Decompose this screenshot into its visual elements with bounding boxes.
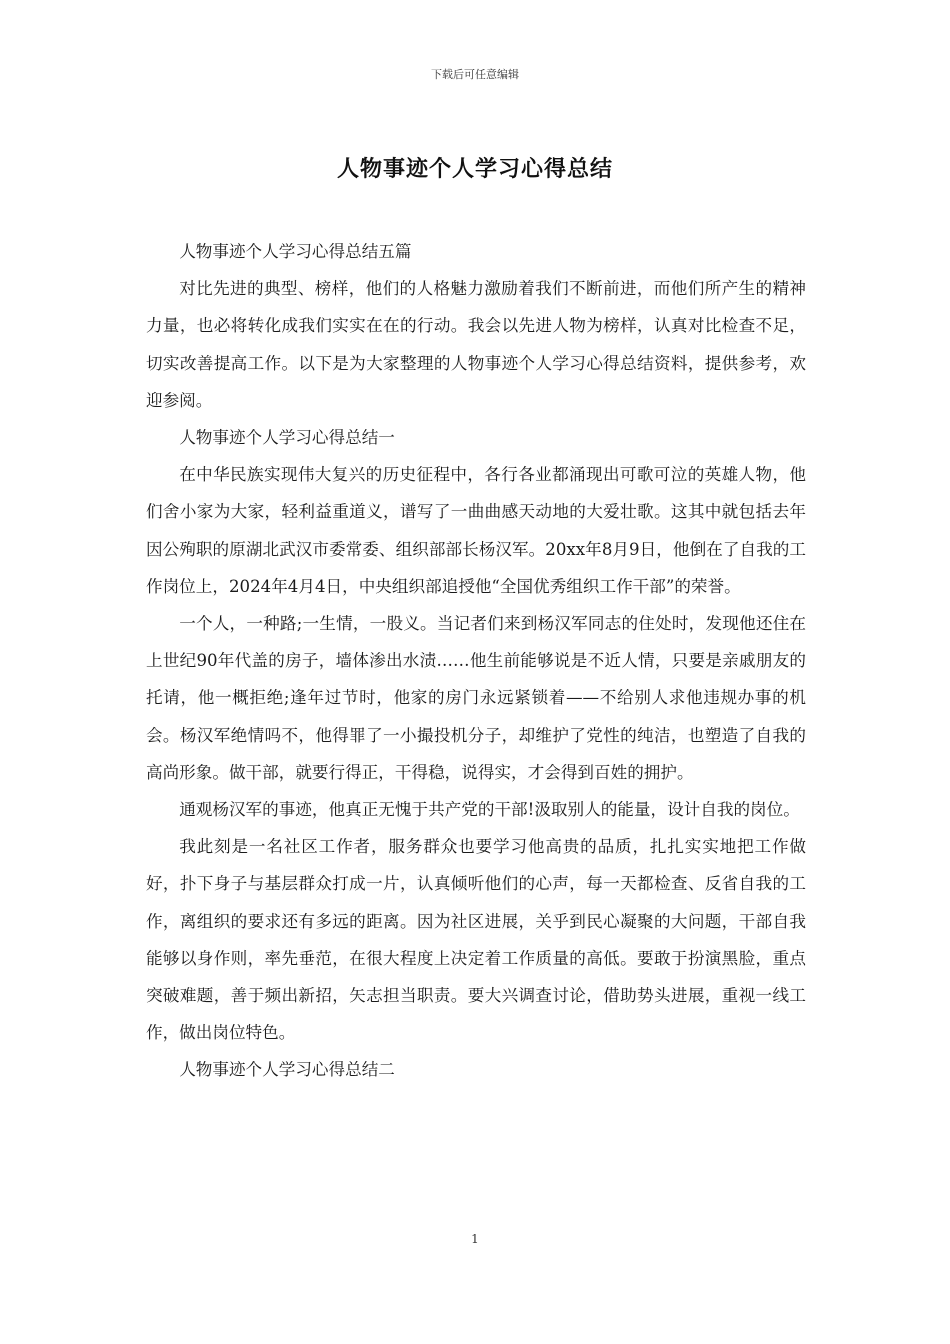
paragraph: 在中华民族实现伟大复兴的历史征程中，各行各业都涌现出可歌可泣的英雄人物，他们舍小家为大家，轻利益重道义，谱写了一曲曲感天动地的大爱壮歌。这其中就包括去年因公殉职的原湖北武汉市委常委、组织部部长杨汉军。20xx年8月9日，他倒在了自我的工作岗位上，2024年4月4日，中央组织部追授他“全国优秀组织工作干部”的荣誉。 [146, 465, 806, 596]
paragraph: 我此刻是一名社区工作者，服务群众也要学习他高贵的品质，扎扎实实地把工作做好，扑下身子与基层群众打成一片，认真倾听他们的心声，每一天都检查、反省自我的工作，离组织的要求还有多远的距离。因为社区进展，关乎到民心凝聚的大问题，干部自我能够以身作则，率先垂范，在很大程度上决定着工作质量的高低。要敢于扮演黑脸，重点突破难题，善于频出新招，矢志担当职责。要大兴调查讨论，借助势头进展，重视一线工作，做出岗位特色。 [146, 837, 806, 1043]
section-heading: 人物事迹个人学习心得总结五篇 [179, 242, 412, 261]
page-number: 1 [471, 1232, 479, 1246]
paragraph: 通观杨汉军的事迹，他真正无愧于共产党的干部!汲取别人的能量，设计自我的岗位。 [179, 800, 800, 820]
document-body [146, 233, 806, 1089]
paragraph: 对比先进的典型、榜样，他们的人格魅力激励着我们不断前进，而他们所产生的精神力量，也必将转化成我们实实在在的行动。我会以先进人物为榜样，认真对比检查不足，切实改善提高工作。以下是为大家整理的人物事迹个人学习心得总结资料，提供参考，欢迎参阅。 [146, 279, 806, 410]
section-heading: 人物事迹个人学习心得总结二 [179, 1060, 395, 1080]
paragraph: 一个人，一种路;一生情，一股义。当记者们来到杨汉军同志的住处时，发现他还住在上世纪90年代盖的房子，墙体渗出水渍……他生前能够说是不近人情，只要是亲戚朋友的托请，他一概拒绝;逢年过节时，他家的房门永远紧锁着——不给别人求他违规办事的机会。杨汉军绝情吗不，他得罪了一小撮投机分子，却维护了党性的纯洁，也塑造了自我的高尚形象。做干部，就要行得正，干得稳，说得实，才会得到百姓的拥护。 [146, 614, 806, 782]
document-title: 人物事迹个人学习心得总结 [336, 157, 613, 182]
header-note: 下载后可任意编辑 [431, 68, 519, 81]
section-heading: 人物事迹个人学习心得总结一 [179, 428, 395, 448]
